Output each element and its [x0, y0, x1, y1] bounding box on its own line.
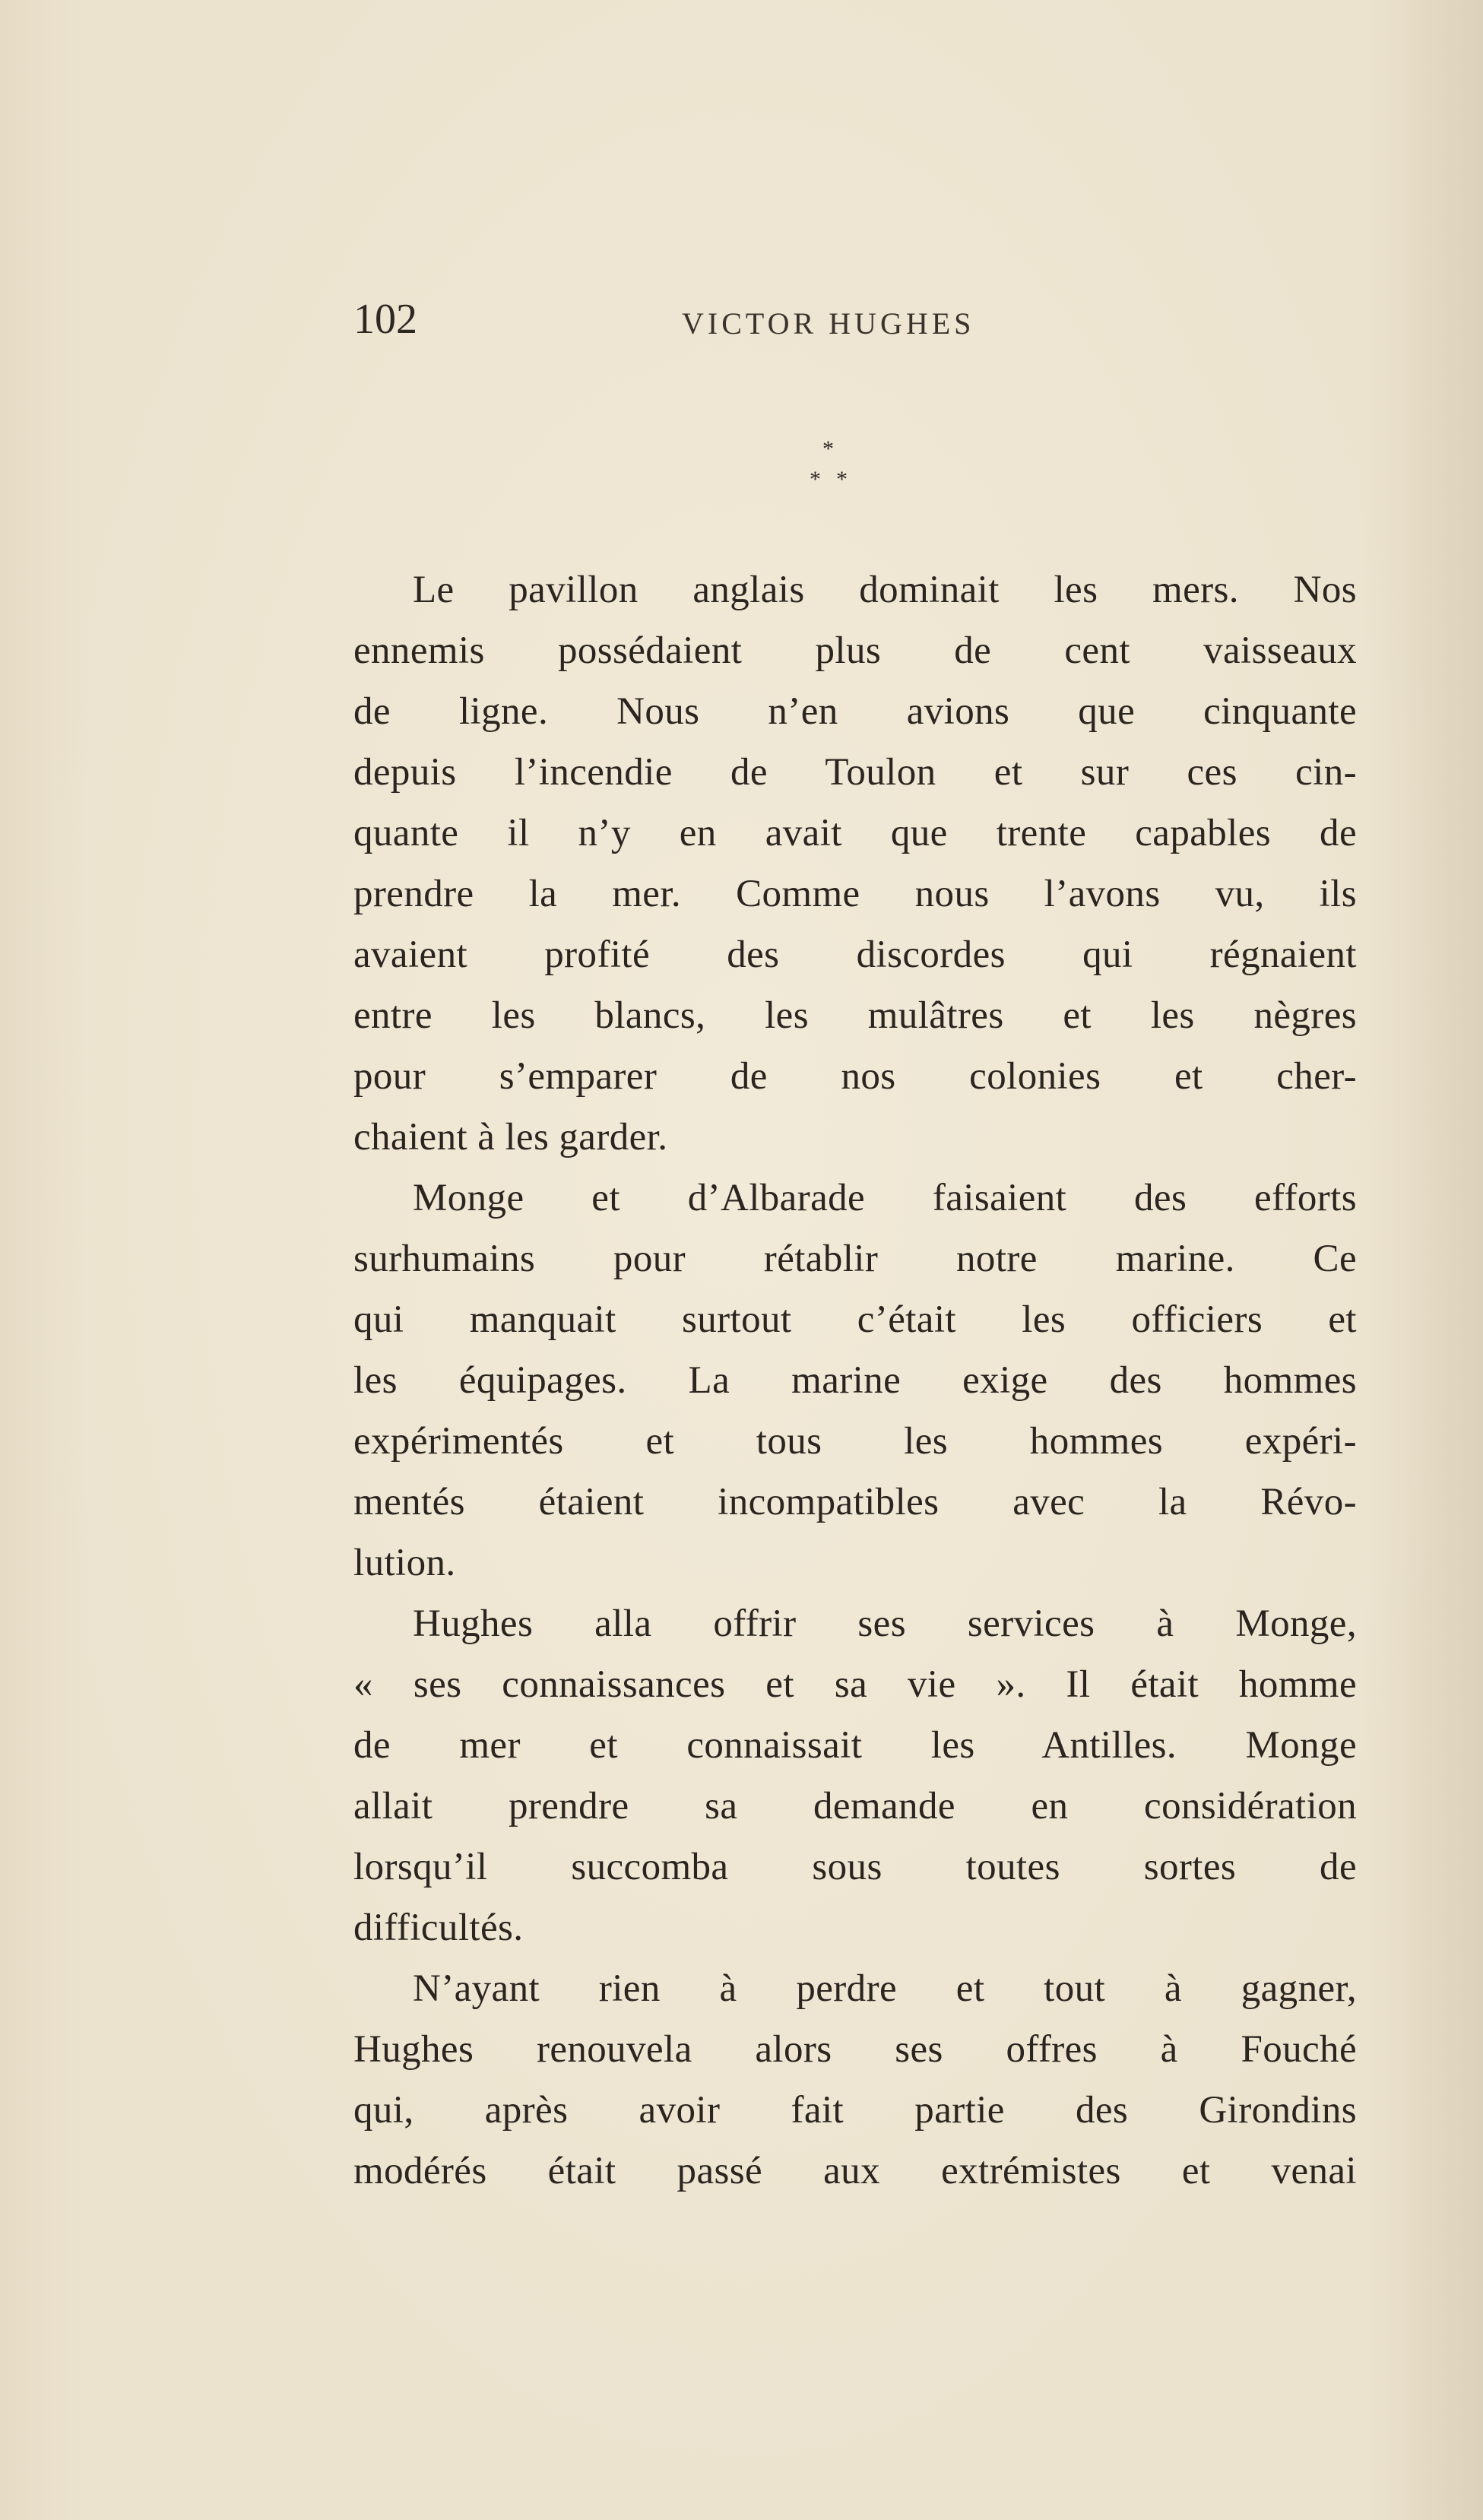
running-title: VICTOR HUGHES: [682, 306, 975, 341]
text-line: pour s’emparer de nos colonies et cher-: [353, 1055, 1357, 1098]
text-line: qui, après avoir fait partie des Girondins: [353, 2089, 1357, 2132]
text-line: prendre la mer. Comme nous l’avons vu, ils: [353, 873, 1357, 915]
text-line: Hughes alla offrir ses services à Monge,: [413, 1602, 1357, 1645]
text-line: N’ayant rien à perdre et tout à gagner,: [413, 1967, 1357, 2010]
page-header: [353, 293, 1114, 346]
text-line: surhumains pour rétablir notre marine. Ce: [353, 1238, 1357, 1280]
text-line: de mer et connaissait les Antilles. Monge: [353, 1724, 1357, 1767]
section-asterism: [798, 438, 867, 499]
text-line: expérimentés et tous les hommes expéri-: [353, 1420, 1357, 1463]
text-line: quante il n’y en avait que trente capables de: [353, 812, 1357, 854]
text-line: lorsqu’il succomba sous toutes sortes de: [353, 1846, 1357, 1888]
asterism-star-left: *: [810, 467, 821, 492]
text-line: Le pavillon anglais dominait les mers. Nos: [413, 569, 1357, 611]
text-line: Hughes renouvela alors ses offres à Fouché: [353, 2028, 1357, 2071]
text-line: « ses connaissances et sa vie ». Il était homme: [353, 1663, 1357, 1706]
text-line: avaient profité des discordes qui régnaient: [353, 934, 1357, 976]
paragraph: [353, 559, 1357, 1168]
text-line: les équipages. La marine exige des hommes: [353, 1359, 1357, 1402]
text-line: Monge et d’Albarade faisaient des efforts: [413, 1177, 1357, 1219]
text-line: lution.: [353, 1542, 456, 1584]
paragraph: [353, 1168, 1357, 1593]
text-line: difficultés.: [353, 1907, 524, 1949]
text-line: mentés étaient incompatibles avec la Révo-: [353, 1481, 1357, 1523]
text-line: chaient à les garder.: [353, 1116, 668, 1159]
text-line: entre les blancs, les mulâtres et les nègres: [353, 994, 1357, 1037]
paragraph: [353, 1593, 1357, 1958]
text-line: qui manquait surtout c’était les officiers et: [353, 1298, 1357, 1341]
asterism-star-right: *: [836, 467, 848, 492]
text-line: allait prendre sa demande en considération: [353, 1785, 1357, 1827]
asterism-star-top: *: [822, 436, 834, 461]
page-number: 102: [353, 296, 417, 343]
paragraph: [353, 1958, 1357, 2201]
body-text: [353, 559, 1357, 2201]
text-line: modérés était passé aux extrémistes et venai: [353, 2150, 1357, 2192]
text-line: ennemis possédaient plus de cent vaisseaux: [353, 629, 1357, 672]
text-line: depuis l’incendie de Toulon et sur ces cin-: [353, 751, 1357, 794]
text-line: de ligne. Nous n’en avions que cinquante: [353, 690, 1357, 733]
